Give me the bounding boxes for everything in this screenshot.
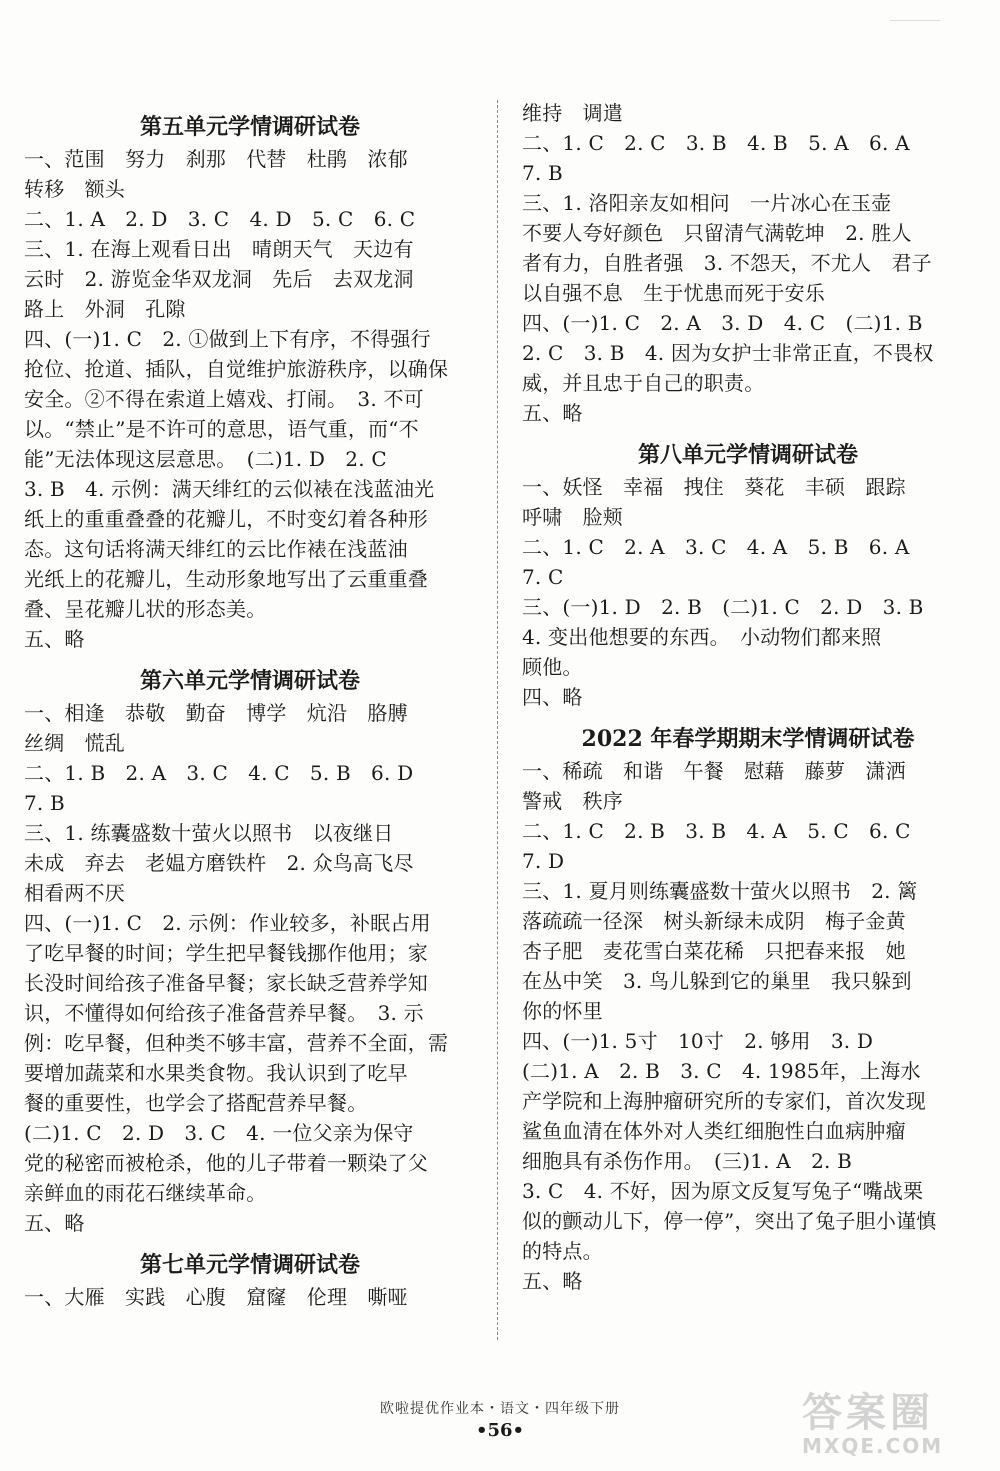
answer-line: 转移 额头 [24, 177, 125, 201]
answer-line: 云时 2. 游览金华双龙洞 先后 去双龙洞 [24, 267, 414, 291]
answer-line: 态。这句话将满天绯红的云比作裱在浅蓝油 [24, 537, 408, 561]
answer-line: 鲨鱼血清在体外对人类红细胞性白血病肿瘤 [522, 1119, 906, 1143]
answer-line: 五、略 [24, 1211, 85, 1235]
answer-line: 7. B [24, 791, 65, 815]
answer-line: 丝绸 慌乱 [24, 731, 125, 755]
answer-line: 四、(一)1. 5寸 10寸 2. 够用 3. D [522, 1029, 874, 1053]
answer-line: 能”无法体现这层意思。 (二)1. D 2. C [24, 447, 387, 471]
answer-line: 四、(一)1. C 2. ①做到上下有序，不得强行 [24, 327, 431, 351]
answer-line: 二、1. C 2. A 3. C 4. A 5. B 6. A [522, 535, 910, 559]
answer-line: 三、1. 洛阳亲友如相问 一片冰心在玉壶 [522, 191, 892, 215]
answer-line: 4. 变出他想要的东西。 小动物们都来照 [522, 625, 882, 649]
answer-line: 二、1. A 2. D 3. C 4. D 5. C 6. C [24, 207, 416, 231]
answer-line: 四、(一)1. C 2. 示例：作业较多，补眠占用 [24, 911, 431, 935]
answer-line: 威，并且忠于自己的职责。 [522, 371, 765, 395]
answer-line: 的特点。 [522, 1239, 603, 1263]
answer-line: 以。“禁止”是不许可的意思，语气重，而“不 [24, 417, 419, 441]
answer-line: 五、略 [522, 1269, 583, 1293]
answer-line: 一、相逢 恭敬 勤奋 博学 炕沿 胳膊 [24, 701, 408, 725]
answer-line: 7. B [522, 161, 563, 185]
answer-line: 呼啸 脸颊 [522, 505, 623, 529]
answer-line: 一、妖怪 幸福 拽住 葵花 丰硕 跟踪 [522, 475, 906, 499]
answer-line: 一、范围 努力 刹那 代替 杜鹃 浓郁 [24, 147, 408, 171]
page-number: •56• [475, 1420, 525, 1441]
answer-line: 落疏疏一径深 树头新绿未成阴 梅子金黄 [522, 909, 906, 933]
answer-line: 警戒 秩序 [522, 789, 623, 813]
answer-line: 杏子肥 麦花雪白菜花稀 只把春来报 她 [522, 939, 906, 963]
answer-line: 党的秘密而被枪杀，他的儿子带着一颗染了父 [24, 1151, 428, 1175]
section-heading: 第五单元学情调研试卷 [139, 114, 360, 140]
watermark-bottom-text: MXQE.COM [802, 1434, 944, 1458]
answer-line: 似的颤动儿下，停一停”，突出了兔子胆小谨慎 [522, 1209, 937, 1233]
answer-line: 不要人夸好颜色 只留清气满乾坤 2. 胜人 [522, 221, 912, 245]
answer-line: 三、(一)1. D 2. B (二)1. C 2. D 3. B [522, 595, 924, 619]
answer-line: 长没时间给孩子准备早餐；家长缺乏营养学知 [24, 971, 428, 995]
answer-line: 安全。②不得在索道上嬉戏、打闹。 3. 不可 [24, 387, 424, 411]
watermark-top-text: 答案圈 [802, 1390, 934, 1436]
section-heading: 第七单元学情调研试卷 [139, 1252, 360, 1278]
answer-line: 7. D [522, 849, 565, 873]
answer-line: 识，不懂得如何给孩子准备营养早餐。 3. 示 [24, 1001, 424, 1025]
answer-line: 顾他。 [522, 655, 583, 679]
answer-line: 3. C 4. 不好，因为原文反复写兔子“嘴战栗 [522, 1179, 924, 1203]
answer-line: 相看两不厌 [24, 881, 125, 905]
answer-line: 抢位、抢道、插队，自觉维护旅游秩序，以确保 [24, 357, 449, 381]
answer-line: (二)1. C 2. D 3. C 4. 一位父亲为保守 [24, 1121, 414, 1145]
answer-line: 五、略 [24, 627, 85, 651]
answer-line: 二、1. C 2. B 3. B 4. A 5. C 6. C [522, 819, 911, 843]
corner-mark [890, 20, 940, 21]
answer-line: 光纸上的花瓣儿，生动形象地写出了云重重叠 [24, 567, 428, 591]
answer-line: 你的怀里 [522, 999, 603, 1023]
left-column [24, 100, 476, 1312]
answer-line: 7. C [522, 565, 564, 589]
answer-line: 例：吃早餐，但种类不够丰富，营养不全面，需 [24, 1031, 449, 1055]
answer-line: 一、稀疏 和谐 午餐 慰藉 藤萝 潇洒 [522, 759, 906, 783]
answer-line: 产学院和上海肿瘤研究所的专家们，首次发现 [522, 1089, 926, 1113]
answer-line: (二)1. A 2. B 3. C 4. 1985年，上海水 [522, 1059, 921, 1083]
answer-line: 三、1. 在海上观看日出 晴朗天气 天边有 [24, 237, 414, 261]
answer-line: 三、1. 夏月则练囊盛数十萤火以照书 2. 篱 [522, 879, 918, 903]
answer-line: 亲鲜血的雨花石继续革命。 [24, 1181, 267, 1205]
answer-line: 二、1. B 2. A 3. C 4. C 5. B 6. D [24, 761, 414, 785]
answer-line: 以自强不息 生于忧患而死于安乐 [522, 281, 825, 305]
answer-line: 细胞具有杀伤作用。 (三)1. A 2. B [522, 1149, 853, 1173]
section-heading: 第八单元学情调研试卷 [637, 442, 858, 468]
answer-line: 路上 外洞 孔隙 [24, 297, 186, 321]
section-heading: 第六单元学情调研试卷 [139, 668, 360, 694]
answer-line: 纸上的重重叠叠的花瓣儿，不时变幻着各种形 [24, 507, 428, 531]
answer-line: 2. C 3. B 4. 因为女护士非常正直，不畏权 [522, 341, 934, 365]
answer-line: 在丛中笑 3. 鸟儿躲到它的巢里 我只躲到 [522, 969, 912, 993]
answer-line: 者有力，自胜者强 3. 不怨天，不尤人 君子 [522, 251, 932, 275]
right-column [522, 98, 974, 1296]
answer-line: 了吃早餐的时间；学生把早餐钱挪作他用；家 [24, 941, 428, 965]
answer-line: 四、略 [522, 685, 583, 709]
answer-line: 一、大雁 实践 心腹 窟窿 伦理 嘶哑 [24, 1285, 408, 1309]
answer-line: 未成 弃去 老媪方磨铁杵 2. 众鸟高飞尽 [24, 851, 414, 875]
answer-line: 五、略 [522, 401, 583, 425]
answer-line: 三、1. 练囊盛数十萤火以照书 以夜继日 [24, 821, 394, 845]
watermark-logo [802, 1381, 982, 1461]
answer-line: 叠、呈花瓣儿状的形态美。 [24, 597, 267, 621]
answer-line: 维持 调遣 [522, 101, 623, 125]
answer-line: 四、(一)1. C 2. A 3. D 4. C (二)1. B [522, 311, 923, 335]
answer-line: 二、1. C 2. C 3. B 4. B 5. A 6. A [522, 131, 910, 155]
section-heading: 2022 年春学期期末学情调研试卷 [581, 726, 915, 752]
footer-book-title: 欧啦提优作业本・语文・四年级下册 [380, 1401, 620, 1417]
answer-line: 3. B 4. 示例：满天绯红的云似裱在浅蓝油光 [24, 477, 435, 501]
answer-line: 餐的重要性，也学会了搭配营养早餐。 [24, 1091, 368, 1115]
answer-line: 要增加蔬菜和水果类食物。我认识到了吃早 [24, 1061, 408, 1085]
column-divider [497, 100, 498, 1340]
